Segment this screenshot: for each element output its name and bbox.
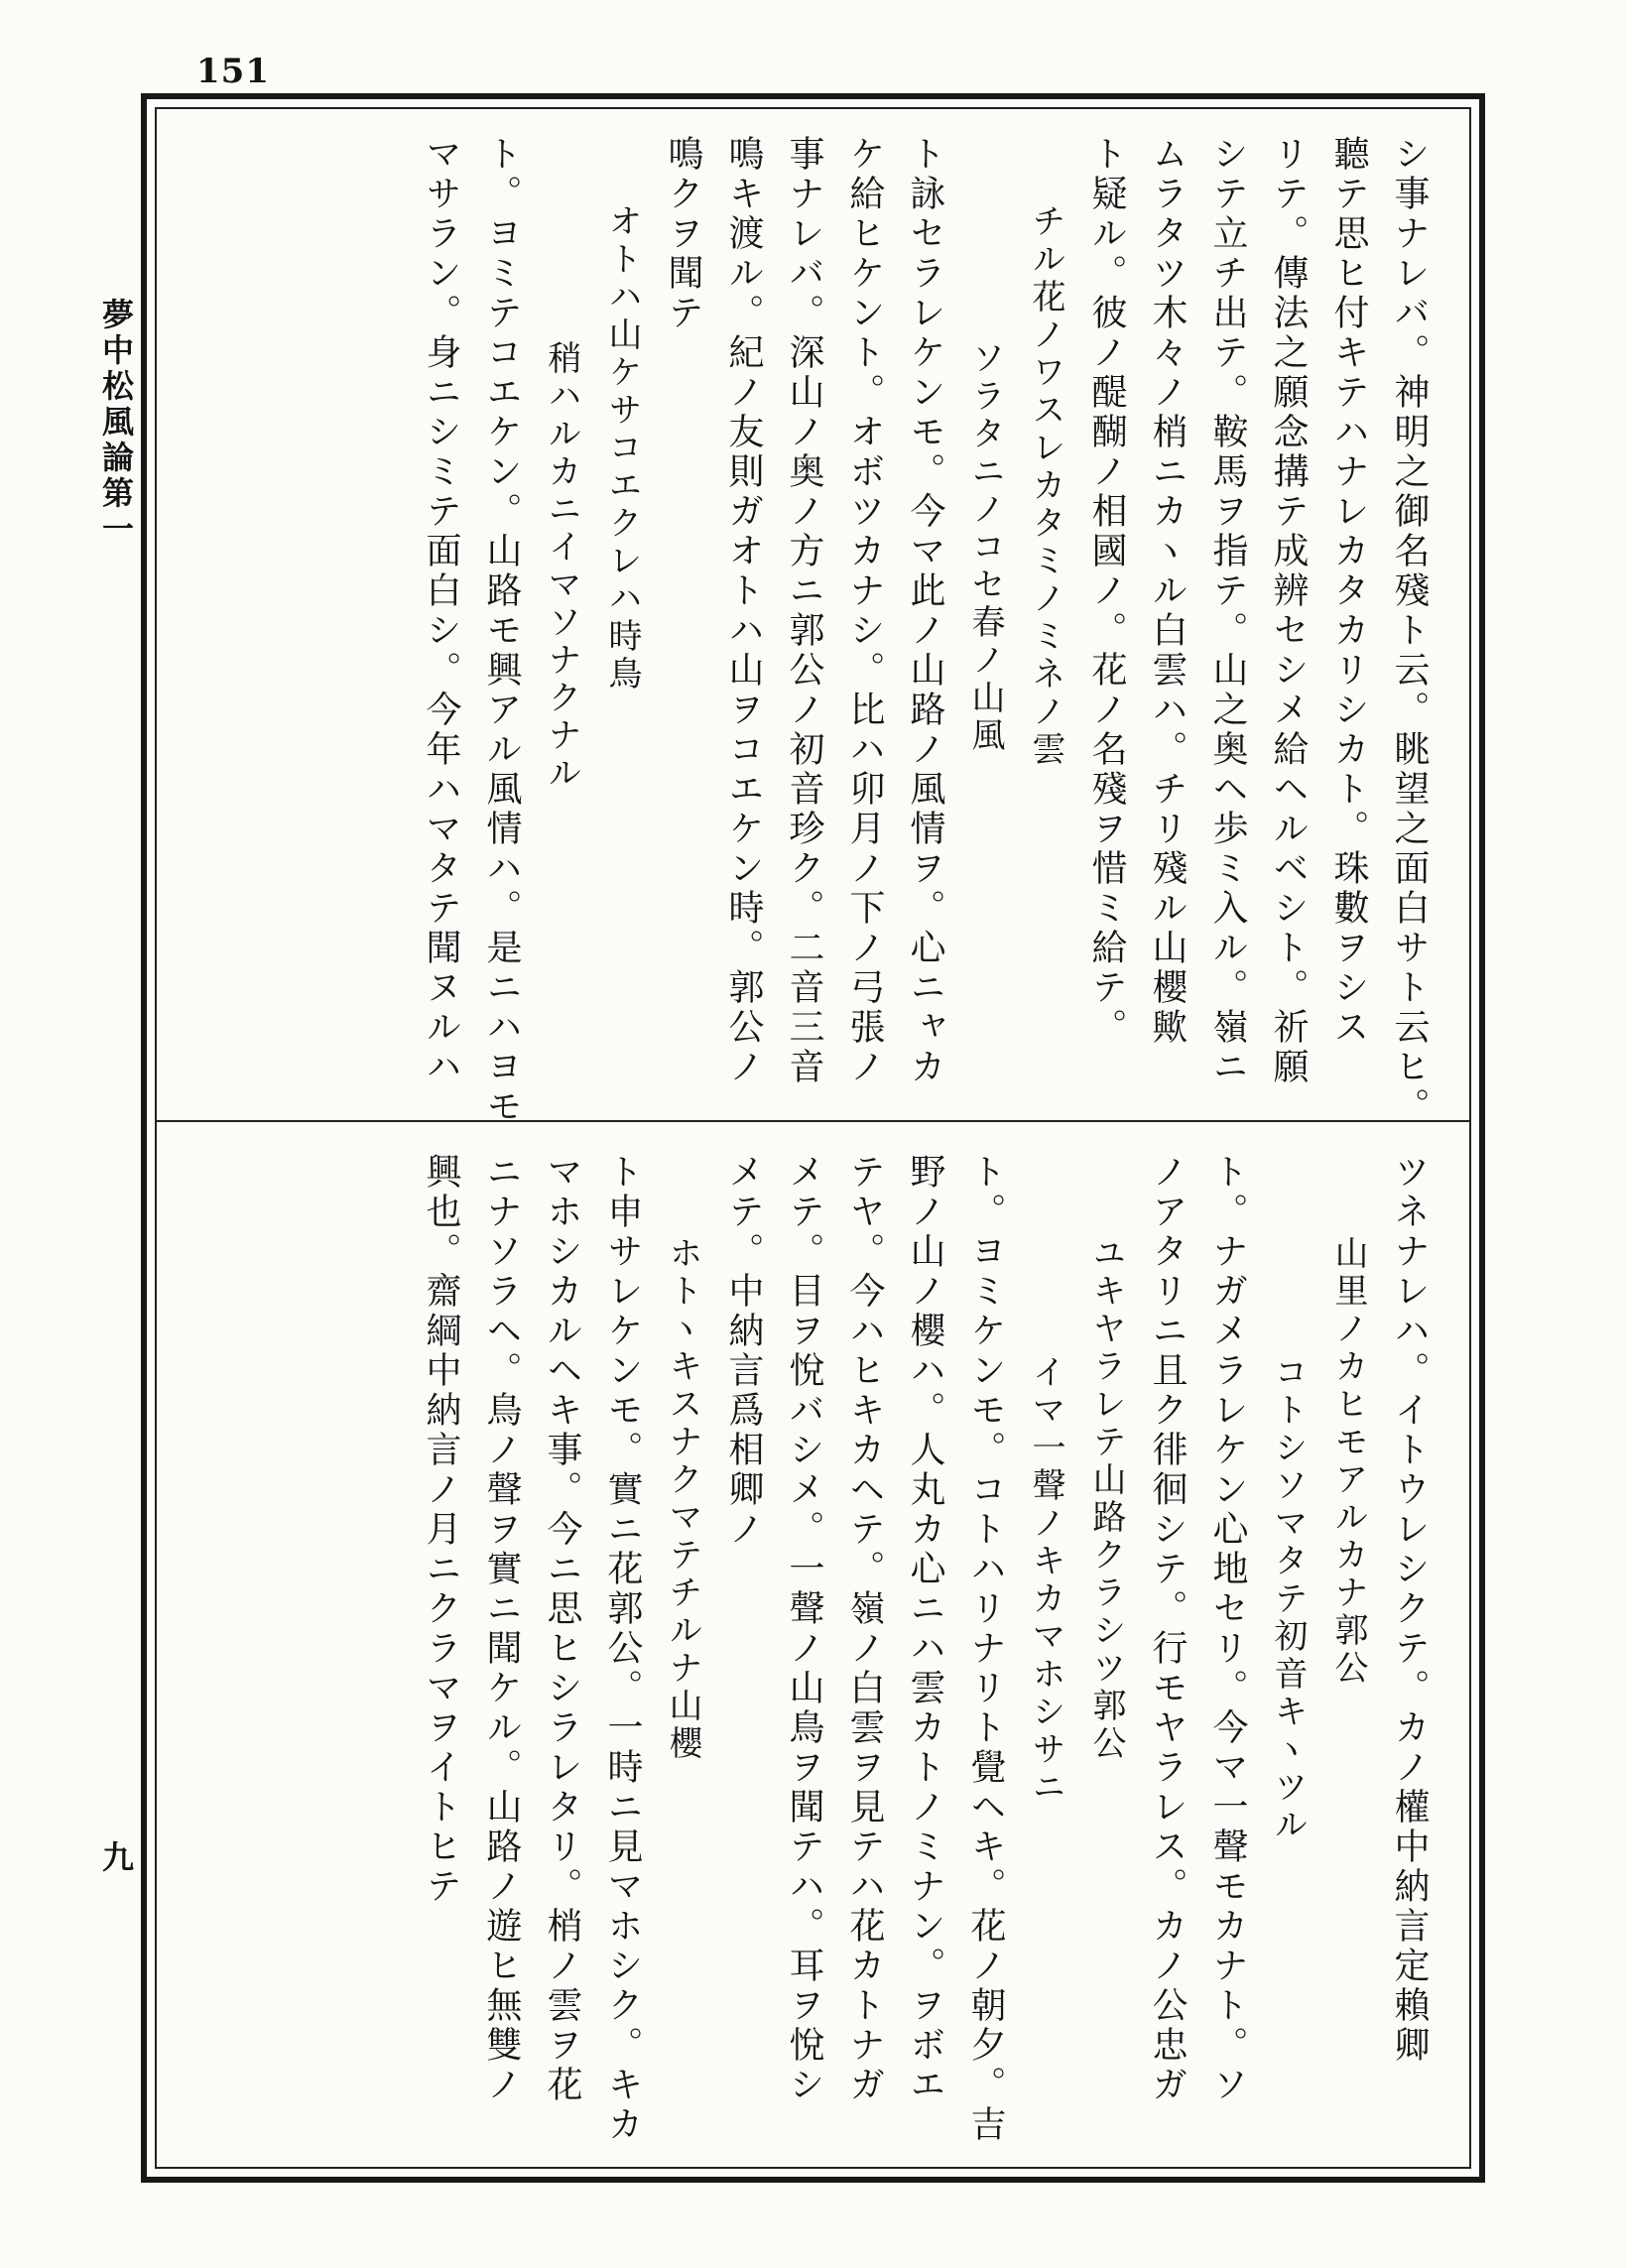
text-column: 鳴キ渡ル。紀ノ友則ガオトハ山ヲコエケン時。郭公ノ xyxy=(723,135,764,1087)
text-column: ト詠セラレケンモ。今マ此ノ山路ノ風情ヲ。心ニャカ xyxy=(905,135,945,1087)
text-column: ムラタツ木々ノ梢ニカヽル白雲ハ。チリ殘ル山櫻歟 xyxy=(1147,135,1188,1048)
text-column: シテ立チ出テ。鞍馬ヲ指テ。山之奥ヘ歩ミ入ル。嶺ニ xyxy=(1207,135,1248,1087)
text-column: マホシカルヘキ事。今ニ思ヒシラレタリ。梢ノ雲ヲ花 xyxy=(542,1153,582,2105)
text-column: 興也。齋綱中納言ノ月ニクラマヲイトヒテ xyxy=(421,1153,461,1907)
poem-line: ユキヤラレテ山路クラシツ郭公 xyxy=(1086,1235,1126,1763)
text-column: 野ノ山ノ櫻ハ。人丸カ心ニハ雲カトノミナン。ヲボエ xyxy=(905,1153,945,2105)
poem-line: イマ一聲ノキカマホシサニ xyxy=(1026,1354,1065,1807)
poem-line: 稍ハルカニイマソナクナル xyxy=(542,340,581,793)
text-column: マサラン。身ニシミテ面白シ。今年ハマタテ聞ヌルハ xyxy=(421,135,461,1087)
text-column: ツネナレハ。イトウレシクテ。カノ權中納言定賴卿 xyxy=(1389,1153,1430,2066)
folio-number: 九 xyxy=(97,1840,135,1872)
text-column: ト。ナガメラレケン心地セリ。今マ一聲モカナト。ソ xyxy=(1207,1153,1248,2105)
poem-line: コトシソマタテ初音キヽツル xyxy=(1268,1354,1308,1844)
page-number: 151 xyxy=(196,52,270,91)
poem-line: オトハ山ケサコエクレハ時鳥 xyxy=(602,203,642,693)
text-column: ト疑ル。彼ノ醍醐ノ相國ノ。花ノ名殘ヲ惜ミ給テ。 xyxy=(1086,135,1127,1048)
poem-line: チル花ノワスレカタミノミネノ雲 xyxy=(1026,203,1065,769)
text-column: ト。ヨミケンモ。コトハリナリト覺ヘキ。花ノ朝夕。吉 xyxy=(965,1153,1006,2145)
text-column: ニナソラヘ。鳥ノ聲ヲ實ニ聞ケル。山路ノ遊ヒ無雙ノ xyxy=(481,1153,522,2105)
section-divider xyxy=(157,1120,1469,1122)
text-column: 鳴クヲ聞テ xyxy=(663,135,703,333)
text-column: ケ給ヒケント。オボツカナシ。比ハ卯月ノ下ノ弓張ノ xyxy=(844,135,885,1087)
text-column: 聽テ思ヒ付キテハナレカタカリシカト。珠數ヲシス xyxy=(1328,135,1369,1048)
text-column: ト申サレケンモ。實ニ花郭公。一時ニ見マホシク。キカ xyxy=(602,1153,643,2145)
poem-line: ソラタニノコセ春ノ山風 xyxy=(965,340,1005,755)
text-column: ト。ヨミテコエケン。山路モ興アル風情ハ。是ニハヨモ xyxy=(481,135,522,1127)
poem-line: ホトヽキスナクマテチルナ山櫻 xyxy=(663,1235,702,1763)
text-column: メテ。中納言爲相卿ノ xyxy=(723,1153,764,1550)
poem-line: 山里ノカヒモアルカナ郭公 xyxy=(1328,1235,1368,1688)
text-column: ノアタリニ且ク徘徊シテ。行モヤラレス。カノ公忠ガ xyxy=(1147,1153,1188,2105)
text-column: シ事ナレバ。神明之御名殘ト云。眺望之面白サト云ヒ。 xyxy=(1389,135,1430,1127)
text-column: リテ。傳法之願念搆テ成辨セシメ給ヘルベシト。祈願 xyxy=(1268,135,1309,1087)
text-column: 事ナレバ。深山ノ奥ノ方ニ郭公ノ初音珍ク。二音三音 xyxy=(784,135,824,1087)
text-column: メテ。目ヲ悅バシメ。一聲ノ山鳥ヲ聞テハ。耳ヲ悅シ xyxy=(784,1153,824,2105)
running-title: 夢中松風論第一 xyxy=(97,298,135,548)
text-column: テヤ。今ハヒキカヘテ。嶺ノ白雲ヲ見テハ花カトナガ xyxy=(844,1153,885,2105)
